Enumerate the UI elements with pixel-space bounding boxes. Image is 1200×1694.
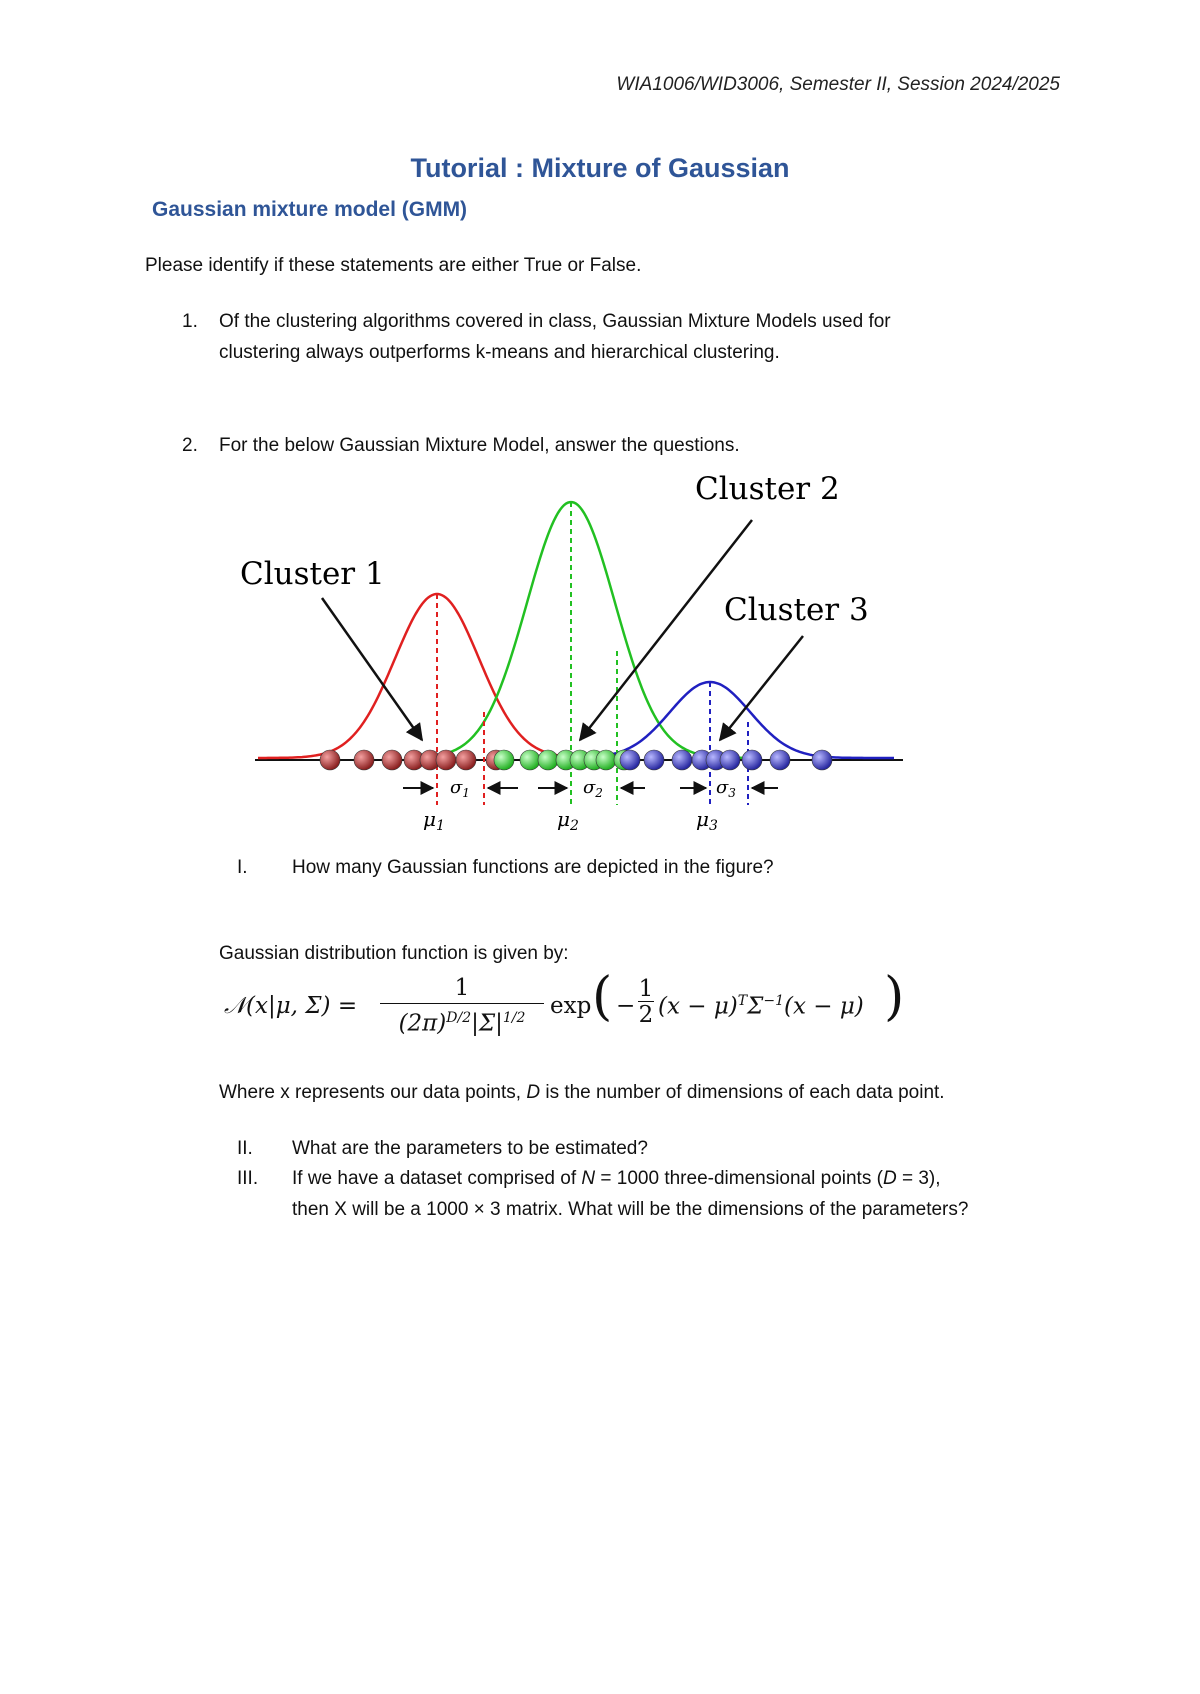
mu-label-2: $\mu_2$	[557, 807, 579, 834]
subquestion-number: I.	[237, 857, 248, 878]
sigma-label-1: $\sigma_1$	[450, 777, 470, 800]
cluster-label-1: Cluster 1	[240, 556, 385, 592]
data-point	[538, 750, 558, 770]
data-point	[382, 750, 402, 770]
data-point	[354, 750, 374, 770]
formula-denominator: $(2\pi)^{D/2}|\Sigma|^{1/2}$	[398, 1010, 526, 1037]
gaussian-curve-2	[440, 502, 760, 758]
data-point	[812, 750, 832, 770]
question-text-line: Of the clustering algorithms covered in class, Gaussian Mixture Models used for	[219, 311, 891, 332]
data-point	[770, 750, 790, 770]
subquestion-text: How many Gaussian functions are depicted in the figure?	[292, 857, 774, 878]
mu-label-3: $\mu_3$	[696, 807, 718, 834]
gaussian-curve-1	[258, 594, 620, 758]
formula-body: $(x - \mu)^T\Sigma^{-1}(x - \mu)$	[658, 993, 864, 1020]
formula-half: 1 2	[638, 976, 654, 1028]
formula-fraction	[380, 975, 544, 1038]
section-subtitle: Gaussian mixture model (GMM)	[152, 198, 468, 221]
data-point	[742, 750, 762, 770]
subquestion-number: II.	[237, 1138, 253, 1159]
instructions: Please identify if these statements are either True or False.	[145, 255, 642, 276]
question-number: 1.	[182, 311, 198, 332]
subquestion-text: What are the parameters to be estimated?	[292, 1138, 648, 1159]
formula-minus: −	[616, 993, 636, 1019]
cluster-label-2: Cluster 2	[695, 471, 840, 507]
data-point	[672, 750, 692, 770]
course-header: WIA1006/WID3006, Semester II, Session 2024/2025	[616, 74, 1060, 95]
pointer-arrow-1	[322, 598, 422, 740]
formula-exp: exp	[550, 993, 592, 1019]
data-point	[320, 750, 340, 770]
data-point	[494, 750, 514, 770]
page-title: Tutorial : Mixture of Gaussian	[410, 153, 790, 183]
data-point	[620, 750, 640, 770]
question-text-line: clustering always outperforms k-means and hierarchical clustering.	[219, 342, 780, 363]
formula-paren-open: (	[592, 967, 613, 1027]
subquestion-text-line: If we have a dataset comprised of N = 1000 three-dimensional points (D = 3),	[292, 1168, 941, 1189]
mu-label-1: $\mu_1$	[423, 807, 445, 834]
formula-numerator: 1	[454, 975, 470, 1001]
data-point	[520, 750, 540, 770]
question-number: 2.	[182, 435, 198, 456]
data-point	[720, 750, 740, 770]
question-text-line: For the below Gaussian Mixture Model, answer the questions.	[219, 435, 740, 456]
data-points	[320, 750, 832, 770]
where-text: Where x represents our data points, D is the number of dimensions of each data point.	[219, 1082, 945, 1103]
sigma-label-2: $\sigma_2$	[583, 777, 603, 800]
data-point	[644, 750, 664, 770]
gaussian-formula	[224, 967, 905, 1039]
formula-lhs: 𝒩(x|μ, Σ) =	[224, 993, 358, 1019]
gaussian-intro: Gaussian distribution function is given by:	[219, 943, 569, 964]
subquestion-I	[237, 852, 774, 883]
sigma-label-3: $\sigma_3$	[716, 777, 736, 800]
formula-paren-close: )	[884, 967, 905, 1027]
subquestion-II	[237, 1133, 648, 1164]
data-point	[596, 750, 616, 770]
data-point	[456, 750, 476, 770]
pointer-arrow-2	[580, 520, 752, 740]
cluster-label-3: Cluster 3	[724, 592, 869, 628]
subquestion-text-line: then X will be a 1000 × 3 matrix. What will be the dimensions of the parameters?	[292, 1199, 969, 1220]
subquestion-number: III.	[237, 1168, 259, 1189]
data-point	[436, 750, 456, 770]
subquestion-III	[237, 1163, 969, 1225]
